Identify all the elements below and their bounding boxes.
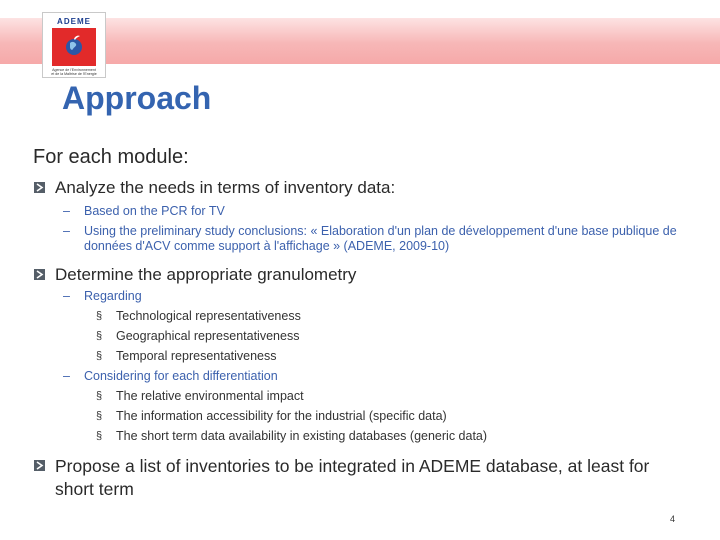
square-bullet: § (96, 330, 103, 342)
logo-tagline: Agence de l'Environnement et de la Maîtrise de l'Energie (51, 68, 97, 76)
bullet-level2: – Considering for each differentiation (63, 369, 278, 383)
square-bullet: § (96, 390, 103, 402)
arrow-box-icon (34, 182, 45, 193)
dash-marker: – (63, 204, 70, 218)
square-bullet: § (96, 410, 103, 422)
slide-title: Approach (62, 80, 212, 116)
bullet-level3: § Technological representativeness (96, 309, 301, 323)
page-number: 4 (670, 514, 676, 524)
bullet-level3: § The relative environmental impact (96, 389, 304, 403)
arrow-box-icon (34, 460, 45, 471)
globe-icon (65, 34, 83, 56)
header-band (0, 18, 720, 64)
square-bullet: § (96, 350, 103, 362)
bullet-level1: Analyze the needs in terms of inventory data: (55, 177, 695, 198)
bullet-level3: § The short term data availability in existing databases (generic data) (96, 429, 488, 443)
bullet-level2: – Regarding (63, 289, 142, 303)
bullet-level3: § Geographical representativeness (96, 329, 300, 343)
dash-marker: – (63, 369, 70, 383)
ademe-logo (42, 12, 106, 78)
bullet-level1: Propose a list of inventories to be integrated in ADEME database, at least for short term (55, 455, 665, 501)
square-bullet: § (96, 430, 103, 442)
square-bullet: § (96, 310, 103, 322)
bullet-level3: § The information accessibility for the industrial (specific data) (96, 409, 447, 423)
bullet-level3: § Temporal representativeness (96, 349, 277, 363)
bullet-level2: – Using the preliminary study conclusions: « Elaboration d'un plan de développement d'une base publique de données d'ACV comme support à l'affichage » (ADEME, 2009-10) (63, 224, 677, 253)
logo-red-square (52, 28, 96, 66)
dash-marker: – (63, 289, 70, 303)
bullet-level2: – Based on the PCR for TV (63, 204, 225, 218)
arrow-box-icon (34, 269, 45, 280)
logo-wordmark: ADEME (57, 17, 91, 26)
dash-marker: – (63, 224, 70, 238)
lead-text: For each module: (33, 146, 189, 168)
bullet-level1: Determine the appropriate granulometry (55, 264, 695, 285)
